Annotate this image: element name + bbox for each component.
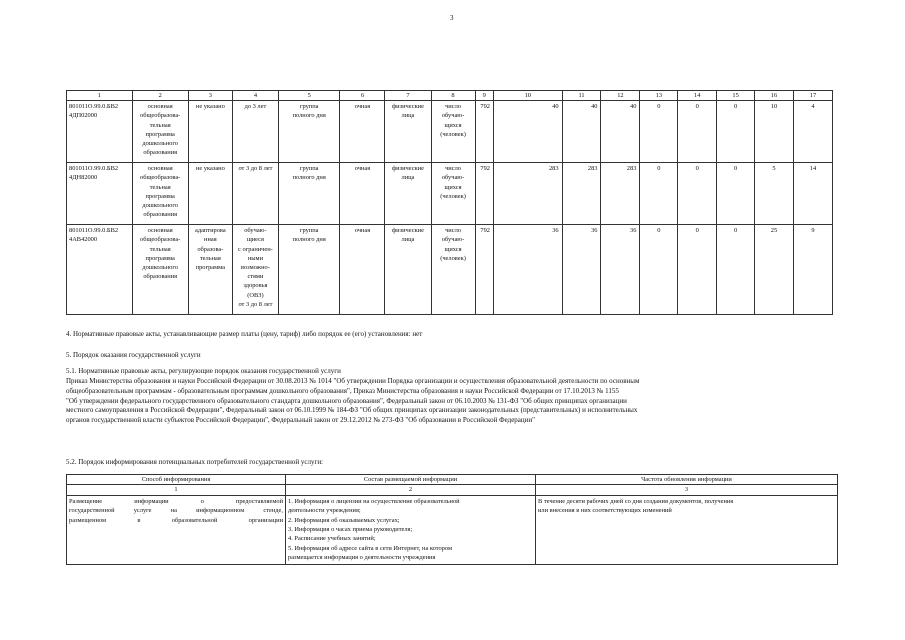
program-category-line: не указано xyxy=(195,165,225,173)
registry-code-line: 4ДН82000 xyxy=(69,174,98,182)
value-cell-15: 0 xyxy=(717,163,755,225)
unit-name-line: (человек) xyxy=(440,254,466,262)
consumer-category-line: физические xyxy=(392,227,424,235)
consumer-category-line: физические xyxy=(392,165,424,173)
section-5-title: 5. Порядок оказания государственной услуги xyxy=(66,351,201,359)
legal-act-line: органов государственной власти субъектов Российской Федерации", Федеральный закон от 29.12.2012 № 273-ФЗ "Об образовании в Российской Федерации" xyxy=(66,416,536,425)
header-row xyxy=(67,475,838,485)
frequency-cell xyxy=(536,495,838,564)
header-frequency: Частота обновления информации xyxy=(536,475,838,485)
content-line: 2. Информация об оказываемых услугах; xyxy=(288,516,400,524)
section-4-text: 4. Нормативные правовые акты, устанавливающие размер платы (цену, тариф) либо порядок ее (его) установления: нет xyxy=(66,330,423,338)
program-category-line: программа xyxy=(195,264,226,272)
unit-name-line: число xyxy=(445,227,461,235)
header-method: Способ информирования xyxy=(67,475,286,485)
age-group-line: возможно- xyxy=(240,264,270,272)
age-group-line: ными xyxy=(247,254,263,262)
unit-name-cell xyxy=(431,163,475,225)
column-number-row xyxy=(67,91,833,101)
volume-indicators-table xyxy=(66,90,833,315)
program-type-line: тельная xyxy=(149,245,171,253)
value-cell-17: 4 xyxy=(793,101,832,163)
method-line: размещенном в образовательной организации xyxy=(69,516,283,524)
content-line: размещается информация о деятельности учреждения xyxy=(288,554,436,562)
consumer-category-line: лица xyxy=(401,174,415,182)
value-cell-16: 25 xyxy=(755,225,794,315)
frequency-line: В течение десяти рабочих дней со дня создания документов, получения xyxy=(538,497,734,505)
program-type-line: образования xyxy=(143,273,178,281)
unit-name-line: щихся xyxy=(444,183,462,191)
content-line: деятельности учреждения; xyxy=(288,507,361,515)
education-form-line: очная xyxy=(354,165,371,173)
section-5-2-title: 5.2. Порядок информирования потенциальных потребителей государственной услуги: xyxy=(66,458,324,466)
value-cell-16: 5 xyxy=(755,163,794,225)
value-cell-13: 0 xyxy=(640,101,678,163)
program-type-line: образования xyxy=(143,149,178,157)
value-cell-10: 40 xyxy=(493,101,562,163)
age-group-line: щиеся xyxy=(246,236,264,244)
column-number-row xyxy=(67,485,838,495)
col-num-10: 10 xyxy=(493,91,562,101)
method-line: государственной услуге на информационном стенде, xyxy=(69,507,283,515)
col-num-2: 2 xyxy=(286,485,536,495)
unit-name-line: обучаю- xyxy=(441,236,465,244)
content-line: 3. Информация о часах приема руководителя; xyxy=(288,526,413,534)
value-cell-10: 283 xyxy=(493,163,562,225)
program-type-line: общеобразова- xyxy=(140,112,181,120)
stay-mode-line: группа xyxy=(299,227,319,235)
value-cell-15: 0 xyxy=(717,225,755,315)
program-type-line: программа xyxy=(145,192,175,200)
value-cell-11: 40 xyxy=(562,101,601,163)
table-row xyxy=(67,495,838,564)
stay-mode-line: полного дня xyxy=(292,236,326,244)
education-form-cell xyxy=(340,163,385,225)
unit-name-line: обучаю- xyxy=(441,112,465,120)
value-cell-9: 792 xyxy=(475,163,493,225)
value-cell-12: 36 xyxy=(601,225,640,315)
table-row xyxy=(67,225,833,315)
program-type-line: тельная xyxy=(149,121,171,129)
age-group-line: обучаю- xyxy=(244,227,267,235)
col-num-16: 16 xyxy=(755,91,794,101)
legal-act-line: местного самоуправления в Российской Федерации", Федеральный закон от 06.10.1999 № 184-ФЗ "Об общих принципах организации законодательных (представительных) и исполнительных xyxy=(66,406,638,415)
value-cell-17: 14 xyxy=(793,163,832,225)
table-row xyxy=(67,163,833,225)
section-5-1-title: 5.1. Нормативные правовые акты, регулирующие порядок оказания государственной услуги xyxy=(66,367,341,375)
unit-name-line: щихся xyxy=(444,245,462,253)
content-line: 1. Информация о лицензии на осуществление образовательной xyxy=(288,497,460,505)
unit-name-line: число xyxy=(445,103,461,111)
education-form-cell xyxy=(340,101,385,163)
value-cell-11: 283 xyxy=(562,163,601,225)
consumer-category-cell xyxy=(385,101,431,163)
program-type-line: программа xyxy=(145,254,175,262)
table-row xyxy=(67,101,833,163)
age-group-line: здоровья xyxy=(243,282,268,290)
age-group-line: до 3 лет xyxy=(244,103,267,111)
program-type-line: тельная xyxy=(149,183,171,191)
value-cell-12: 283 xyxy=(601,163,640,225)
value-cell-17: 9 xyxy=(793,225,832,315)
program-type-cell xyxy=(132,163,188,225)
value-cell-11: 36 xyxy=(562,225,601,315)
page-number: 3 xyxy=(450,14,454,22)
registry-code-line: 801011О.99.0.БВ2 xyxy=(69,165,119,173)
program-type-cell xyxy=(132,101,188,163)
col-num-17: 17 xyxy=(793,91,832,101)
age-group-cell xyxy=(232,163,278,225)
program-type-line: общеобразова- xyxy=(140,174,181,182)
value-cell-9: 792 xyxy=(475,225,493,315)
program-category-line: тельная xyxy=(199,254,221,262)
age-group-line: от 3 до 8 лет xyxy=(238,300,273,308)
value-cell-14: 0 xyxy=(678,225,717,315)
col-num-1: 1 xyxy=(67,485,286,495)
consumer-category-cell xyxy=(385,163,431,225)
program-category-cell xyxy=(188,163,232,225)
program-category-line: адаптирова xyxy=(195,227,226,235)
age-group-line: стями xyxy=(247,273,264,281)
col-num-11: 11 xyxy=(562,91,601,101)
method-line: Размещение информации о предоставляемой xyxy=(69,497,283,505)
program-category-line: образова- xyxy=(197,245,224,253)
consumer-category-line: лица xyxy=(401,236,415,244)
value-cell-9: 792 xyxy=(475,101,493,163)
section-5-1-body xyxy=(66,377,838,426)
registry-code-line: 801011О.99.0.БВ2 xyxy=(69,103,119,111)
stay-mode-line: группа xyxy=(299,165,319,173)
value-cell-10: 36 xyxy=(493,225,562,315)
value-cell-12: 40 xyxy=(601,101,640,163)
education-form-cell xyxy=(340,225,385,315)
stay-mode-cell xyxy=(278,101,339,163)
col-num-3: 3 xyxy=(536,485,838,495)
program-type-line: образования xyxy=(143,211,178,219)
unit-name-line: обучаю- xyxy=(441,174,465,182)
age-group-cell xyxy=(232,101,278,163)
age-group-line: от 3 до 8 лет xyxy=(238,165,273,173)
col-num-7: 7 xyxy=(385,91,431,101)
program-type-line: дошкольного xyxy=(142,264,178,272)
registry-code-line: 4ДП02000 xyxy=(69,112,98,120)
program-type-line: программа xyxy=(145,130,175,138)
unit-name-line: (человек) xyxy=(440,192,466,200)
col-num-5: 5 xyxy=(278,91,339,101)
consumer-category-line: физические xyxy=(392,103,424,111)
stay-mode-cell xyxy=(278,163,339,225)
education-form-line: очная xyxy=(354,227,371,235)
col-num-2: 2 xyxy=(132,91,188,101)
col-num-9: 9 xyxy=(475,91,493,101)
stay-mode-cell xyxy=(278,225,339,315)
program-type-line: основная xyxy=(147,227,173,235)
legal-act-line: общеобразовательным программам - образовательным программам дошкольного образования", Приказ Министерства образования и науки Российской Федерации от 17.10.2013 № 1155 xyxy=(66,386,619,395)
col-num-12: 12 xyxy=(601,91,640,101)
registry-code-line: 4АВ42000 xyxy=(69,236,98,244)
legal-act-line: "Об утверждении федерального государственного образовательного стандарта дошкольного образования", Федеральный закон от 06.10.2003 № 131-ФЗ "Об общих принципах организации xyxy=(66,396,627,405)
col-num-8: 8 xyxy=(431,91,475,101)
age-group-line: (ОВЗ) xyxy=(247,291,264,299)
col-num-3: 3 xyxy=(188,91,232,101)
legal-act-line: Приказ Министерства образования и науки Российской Федерации от 30.08.2013 № 1014 "Об утверждении Порядка организации и осуществления образовательной деятельности по основным xyxy=(66,377,640,385)
program-type-line: дошкольного xyxy=(142,140,178,148)
program-category-line: не указано xyxy=(195,103,225,111)
program-category-line: нная xyxy=(204,236,217,244)
col-num-14: 14 xyxy=(678,91,717,101)
frequency-line: или внесения в них соответствующих изменений xyxy=(538,507,672,515)
stay-mode-line: полного дня xyxy=(292,112,326,120)
unit-name-cell xyxy=(431,101,475,163)
program-category-cell xyxy=(188,225,232,315)
col-num-15: 15 xyxy=(717,91,755,101)
content-line: 4. Расписание учебных занятий; xyxy=(288,535,376,543)
registry-code-cell xyxy=(67,225,133,315)
unit-name-line: (человек) xyxy=(440,130,466,138)
col-num-1: 1 xyxy=(67,91,133,101)
program-type-line: основная xyxy=(147,103,173,111)
col-num-13: 13 xyxy=(640,91,678,101)
program-type-line: дошкольного xyxy=(142,202,178,210)
value-cell-16: 10 xyxy=(755,101,794,163)
age-group-cell xyxy=(232,225,278,315)
value-cell-13: 0 xyxy=(640,163,678,225)
method-cell xyxy=(67,495,286,564)
age-group-line: с ограничен- xyxy=(238,245,273,253)
value-cell-15: 0 xyxy=(717,101,755,163)
program-type-line: общеобразова- xyxy=(140,236,181,244)
registry-code-cell xyxy=(67,163,133,225)
content-cell xyxy=(286,495,536,564)
consumer-category-cell xyxy=(385,225,431,315)
stay-mode-line: полного дня xyxy=(292,174,326,182)
registry-code-line: 801011О.99.0.БВ2 xyxy=(69,227,119,235)
unit-name-cell xyxy=(431,225,475,315)
program-type-line: основная xyxy=(147,165,173,173)
education-form-line: очная xyxy=(354,103,371,111)
unit-name-line: щихся xyxy=(444,121,462,129)
value-cell-14: 0 xyxy=(678,163,717,225)
value-cell-13: 0 xyxy=(640,225,678,315)
program-category-cell xyxy=(188,101,232,163)
stay-mode-line: группа xyxy=(299,103,319,111)
header-content: Состав размещаемой информации xyxy=(286,475,536,485)
consumer-category-line: лица xyxy=(401,112,415,120)
content-line: 5. Информация об адресе сайта в сети Интернет, на котором xyxy=(288,544,452,552)
program-type-cell xyxy=(132,225,188,315)
col-num-4: 4 xyxy=(232,91,278,101)
informing-table xyxy=(66,474,838,565)
registry-code-cell xyxy=(67,101,133,163)
unit-name-line: число xyxy=(445,165,461,173)
value-cell-14: 0 xyxy=(678,101,717,163)
col-num-6: 6 xyxy=(340,91,385,101)
